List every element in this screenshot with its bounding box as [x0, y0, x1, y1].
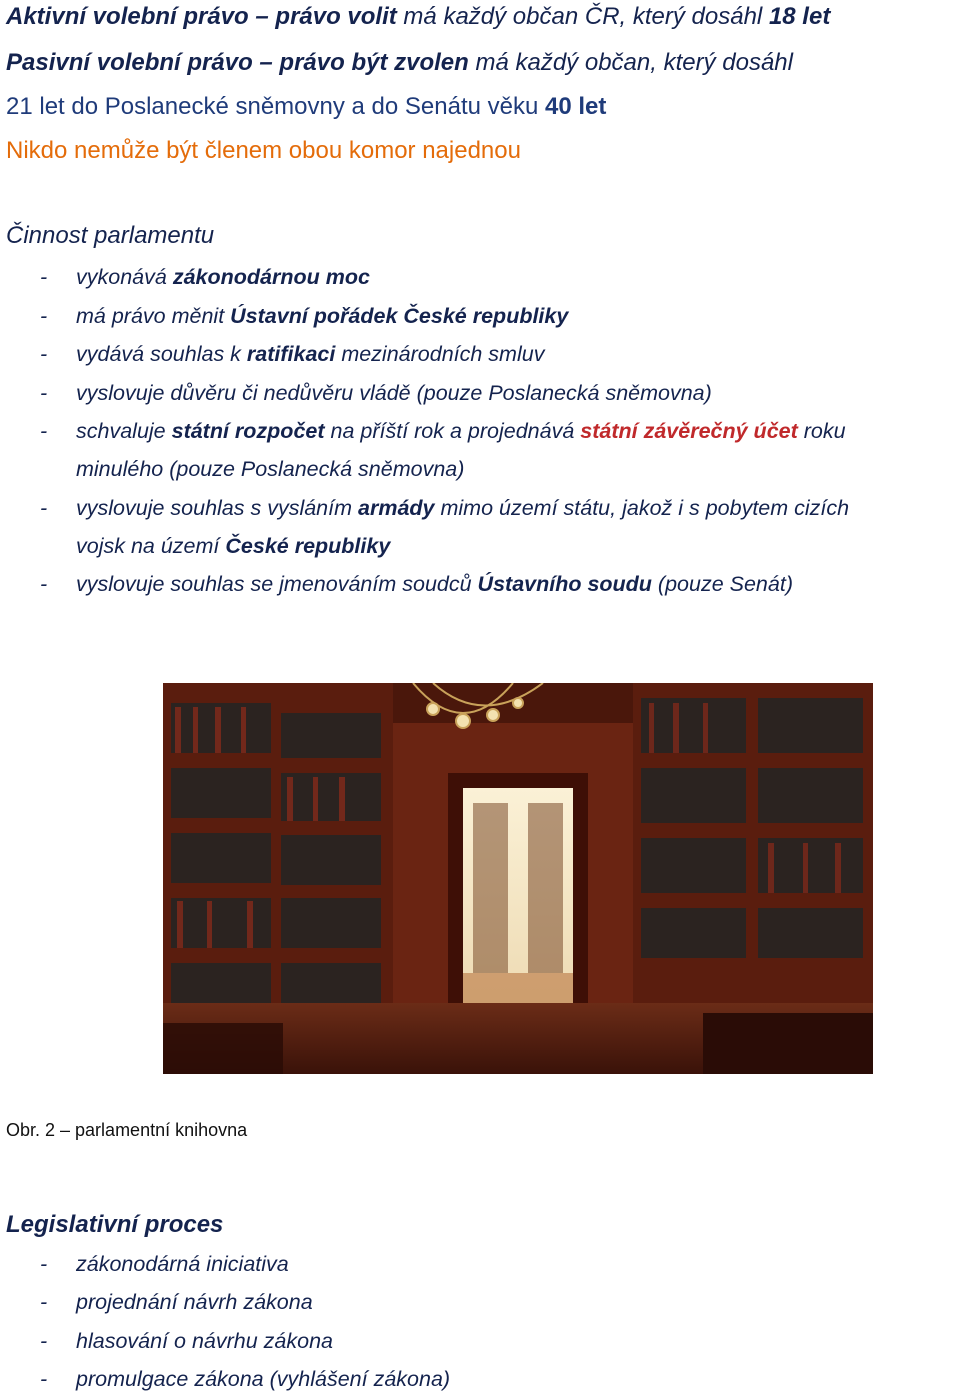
activity-item-1: - vykonává zákonodárnou moc — [40, 265, 370, 289]
desk — [703, 1013, 873, 1074]
library-illustration — [163, 683, 873, 1074]
section-heading-legislative: Legislativní proces — [6, 1211, 224, 1238]
activity-item-5-continued: minulého (pouze Poslanecká sněmovna) — [76, 457, 465, 481]
legislative-item-2: - projednání návrh zákona — [40, 1290, 313, 1314]
activity-item-3: - vydává souhlas k ratifikaci mezinárodních smluv — [40, 342, 545, 366]
activity-item-2: - má právo měnit Ústavní pořádek České republiky — [40, 304, 569, 328]
figure-caption: Obr. 2 – parlamentní knihovna — [6, 1120, 248, 1140]
legislative-item-1: - zákonodárná iniciativa — [40, 1252, 289, 1276]
legislative-item-3: - hlasování o návrhu zákona — [40, 1329, 333, 1353]
intro-line-no-dual-membership: Nikdo nemůže být členem obou komor najednou — [6, 137, 521, 164]
activity-item-4: - vyslovuje důvěru či nedůvěru vládě (pouze Poslanecká sněmovna) — [40, 381, 712, 405]
activity-item-5: - schvaluje státní rozpočet na příští rok a projednává státní závěrečný účet roku — [40, 419, 846, 443]
legislative-item-4: - promulgace zákona (vyhlášení zákona) — [40, 1367, 451, 1391]
activity-item-6-continued: vojsk na území České republiky — [76, 534, 391, 558]
intro-line-active-right: Aktivní volební právo – právo volit má každý občan ČR, který dosáhl 18 let — [6, 3, 831, 30]
activity-item-7: - vyslovuje souhlas se jmenováním soudců Ústavního soudu (pouze Senát) — [40, 572, 793, 596]
library-photo — [163, 683, 873, 1074]
intro-line-passive-right: Pasivní volební právo – právo být zvolen má každý občan, který dosáhl — [6, 49, 793, 76]
activity-item-6: - vyslovuje souhlas s vysláním armády mimo území státu, jakož i s pobytem cizích — [40, 496, 850, 520]
section-heading-activity: Činnost parlamentu — [6, 222, 215, 249]
table-left — [163, 1023, 283, 1074]
intro-line-age: 21 let do Poslanecké sněmovny a do Senátu věku 40 let — [6, 93, 607, 120]
